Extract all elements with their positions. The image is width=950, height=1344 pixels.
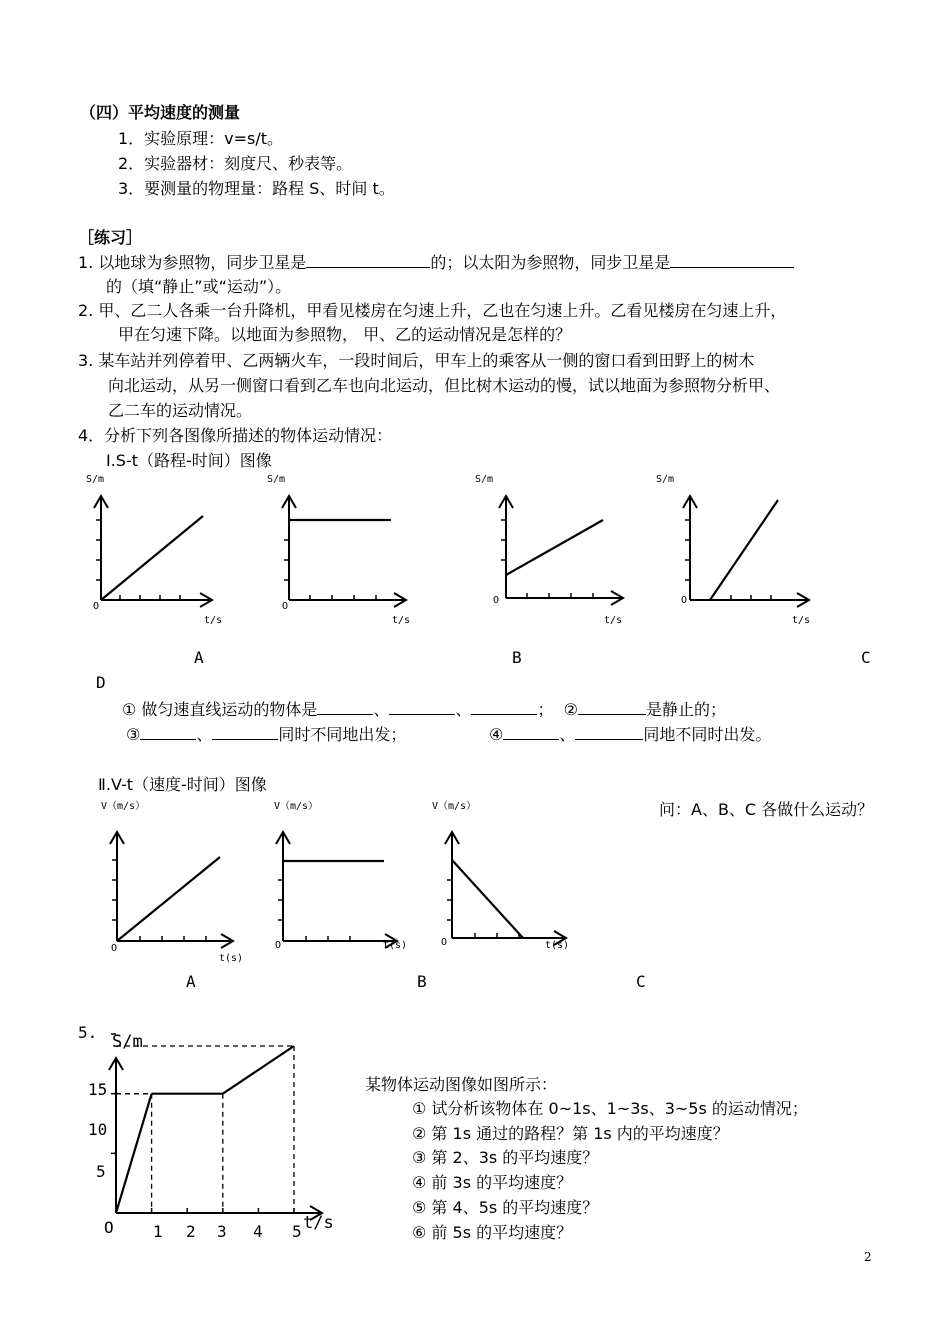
vt-graph-b-ylabel: V（m/s） [274, 801, 319, 812]
st-q2-text: ③ [126, 725, 141, 744]
question-3-line3: 乙二车的运动情况。 [108, 401, 253, 420]
graph-a-origin: O [93, 601, 100, 612]
vt-question: 问：A、B、C 各做什么运动？ [659, 800, 874, 819]
letter-d: D [96, 673, 106, 692]
q5-ytick-label: 15 [88, 1080, 108, 1099]
vt-graph-a-origin: O [111, 943, 118, 954]
q5-ytick-label: 10 [88, 1120, 108, 1139]
vt-graph-c-origin: O [441, 937, 448, 948]
graph-d-origin: O [681, 595, 688, 606]
graph-b-ylabel: S/m [267, 474, 286, 485]
question-5-number: 5. [78, 1023, 98, 1042]
vt-title: Ⅱ.V-t（速度-时间）图像 [98, 775, 267, 794]
graph-a-ylabel: S/m [86, 474, 105, 485]
vt-letter-c: C [636, 972, 646, 991]
graph-c-xlabel: t/s [604, 615, 623, 626]
graph-b-origin: O [282, 601, 289, 612]
st-q2-sep: 、 [196, 725, 213, 744]
q5-xtick-label: 2 [186, 1222, 196, 1241]
q5-ylabel: S/m [112, 1032, 143, 1052]
vt-graph-c-xlabel: t(s) [545, 940, 570, 951]
q5-xtick-label: 3 [217, 1222, 227, 1241]
section-item: 1．实验原理：v=s/t。 [118, 129, 284, 148]
q5-xtick-label: 4 [253, 1222, 263, 1241]
q5-origin: O [104, 1218, 114, 1237]
q5-item: ⑤ 第 4、5s 的平均速度？ [412, 1198, 599, 1217]
st-title: Ⅰ.S-t（路程-时间）图像 [106, 451, 272, 470]
graph-a-xlabel: t/s [204, 615, 223, 626]
q5-xtick-label: 5 [292, 1222, 302, 1241]
vt-graph-b-xlabel: t(s) [383, 940, 408, 951]
q5-item: ④ 前 3s 的平均速度？ [412, 1173, 573, 1192]
letter-a: A [194, 648, 204, 667]
q5-item: ① 试分析该物体在 0~1s、1~3s、3~5s 的运动情况； [412, 1099, 808, 1118]
data-segment [223, 1046, 294, 1094]
question-2-line2: 甲在匀速下降。以地面为参照物， 甲、乙的运动情况是怎样的？ [118, 325, 572, 344]
st-q2-text4: 同地不同时出发。 [643, 725, 772, 744]
q5-item: ⑥ 前 5s 的平均速度？ [412, 1223, 573, 1242]
graph-d-xlabel: t/s [792, 615, 811, 626]
section-title: （四）平均速度的测量 [80, 103, 241, 122]
st-q1-text2: ； ② [537, 700, 578, 719]
question-1-line2: 的（填“静止”或“运动”）。 [106, 277, 292, 296]
st-q2-text2: 同时不同地出发； [278, 725, 407, 744]
q5-xlabel: t/s [303, 1213, 334, 1233]
data-segment [116, 1094, 152, 1213]
q5-item: ② 第 1s 通过的路程？第 1s 内的平均速度？ [412, 1124, 729, 1143]
st-q2-sep: 、 [559, 725, 576, 744]
letter-c: C [861, 648, 871, 667]
vt-letter-a: A [186, 972, 196, 991]
vt-graph-a-xlabel: t(s) [219, 953, 244, 964]
vt-letter-b: B [417, 972, 427, 991]
page-number: 2 [864, 1250, 872, 1264]
q5-item: ③ 第 2、3s 的平均速度？ [412, 1148, 599, 1167]
st-q1-text3: 是静止的； [646, 700, 727, 719]
st-q1-text: ① 做匀速直线运动的物体是 [122, 700, 318, 719]
st-q2-text3: ④ [489, 725, 504, 744]
vt-graph-c-ylabel: V（m/s） [432, 801, 477, 812]
st-q1-sep: 、 [455, 700, 472, 719]
q5-ytick-label: 5 [96, 1162, 106, 1181]
vt-graph-b-origin: O [275, 940, 282, 951]
question-4-title: 4．分析下列各图像所描述的物体运动情况： [78, 426, 393, 445]
section-item: 2．实验器材：刻度尺、秒表等。 [118, 154, 353, 173]
graph-d-ylabel: S/m [656, 474, 675, 485]
question-2-line1: 2. 甲、乙二人各乘一台升降机，甲看见楼房在匀速上升，乙也在匀速上升。乙看见楼房在匀速上升， [78, 301, 787, 320]
vt-graph-a-ylabel: V（m/s） [101, 801, 146, 812]
question-3-line2: 向北运动，从另一侧窗口看到乙车也向北运动，但比树木运动的慢，试以地面为参照物分析甲、 [108, 376, 781, 395]
graph-c-ylabel: S/m [475, 474, 494, 485]
q1-text-b: 的；以太阳为参照物，同步卫星是 [430, 253, 671, 272]
graph-c-origin: O [493, 595, 500, 606]
exercise-heading: ［练习］ [78, 228, 143, 247]
section-item: 3．要测量的物理量：路程 S、时间 t。 [118, 179, 395, 198]
graph-b-xlabel: t/s [392, 615, 411, 626]
q1-text-a: 1. 以地球为参照物，同步卫星是 [78, 253, 307, 272]
letter-b: B [512, 648, 522, 667]
q5-intro: 某物体运动图像如图所示： [365, 1075, 558, 1094]
st-q1-sep: 、 [373, 700, 390, 719]
question-3-line1: 3. 某车站并列停着甲、乙两辆火车，一段时间后，甲车上的乘客从一侧的窗口看到田野上的树木 [78, 351, 755, 370]
q5-xtick-label: 1 [153, 1222, 163, 1241]
